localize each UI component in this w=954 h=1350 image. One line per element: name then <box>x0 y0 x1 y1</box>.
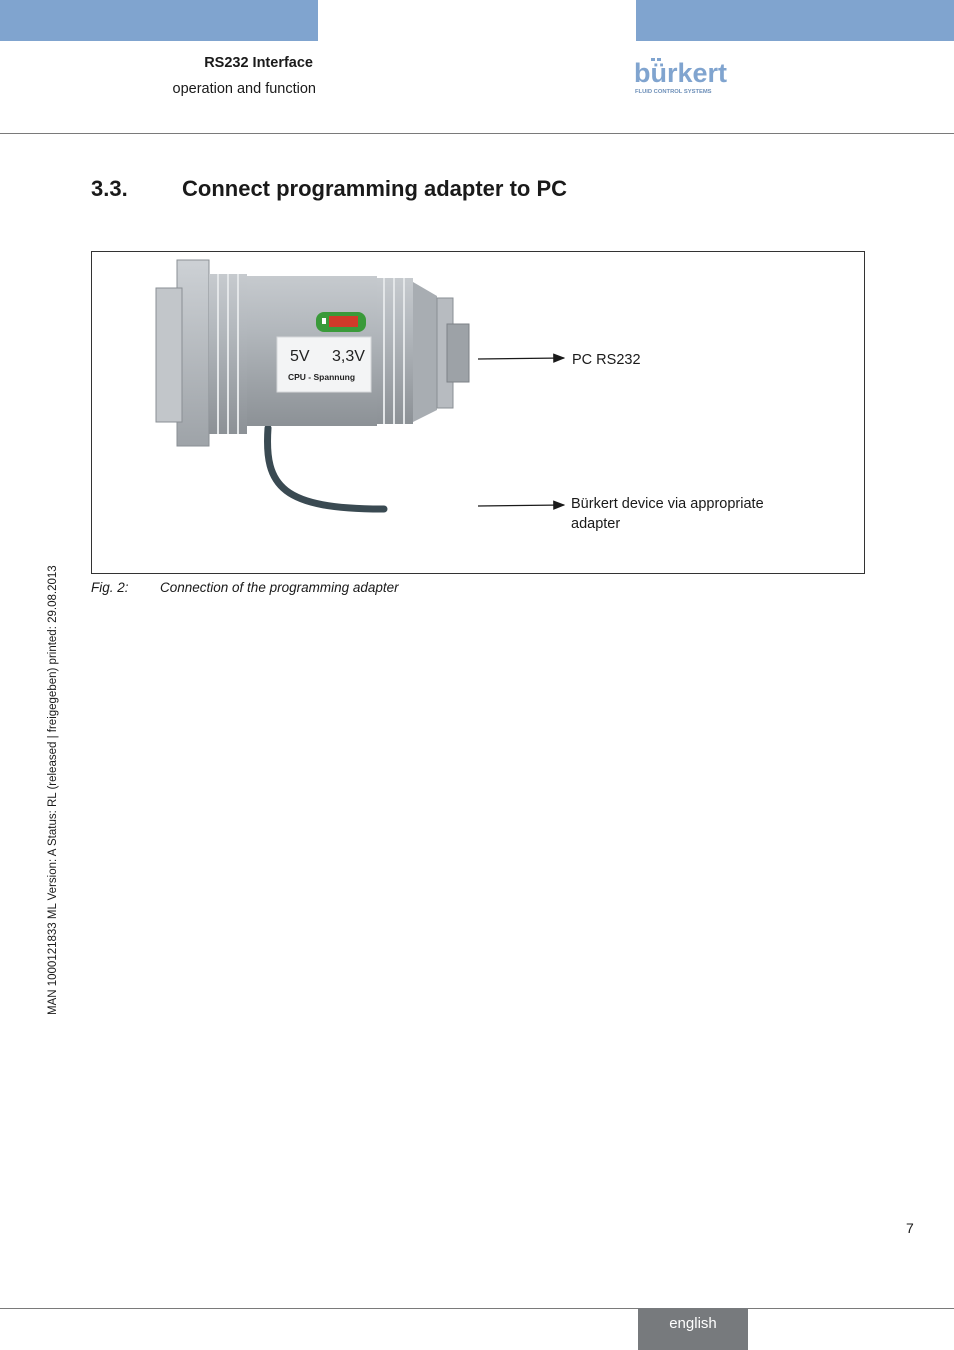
voltage-label-5v: 5V <box>290 348 310 365</box>
language-tab: english <box>638 1308 748 1350</box>
figure-caption-text: Connection of the programming adapter <box>160 580 399 595</box>
figure-frame <box>91 251 865 574</box>
cpu-voltage-label: CPU - Spannung <box>288 372 356 382</box>
header-accent-bar-right <box>636 0 954 41</box>
voltage-label-3v3: 3,3V <box>332 348 365 365</box>
document-subtitle: operation and function <box>172 81 316 97</box>
document-title: RS232 Interface <box>204 55 313 71</box>
device-arrow <box>478 505 564 506</box>
section-heading <box>91 176 567 202</box>
figure-caption <box>91 580 399 595</box>
header-divider <box>0 133 954 134</box>
device-connection-label: Bürkert device via appropriate adapter <box>571 496 764 532</box>
svg-text:FLUID CONTROL SYSTEMS: FLUID CONTROL SYSTEMS <box>635 89 712 95</box>
pc-rs232-label: PC RS232 <box>572 352 641 368</box>
document-metadata-note: MAN 1000121833 ML Version: A Status: RL (released | freigegeben) printed: 29.08.2013 <box>47 565 59 1015</box>
figure-caption-label: Fig. 2: <box>91 580 129 595</box>
header-accent-bar-left <box>0 0 318 41</box>
section-title: Connect programming adapter to PC <box>182 176 568 201</box>
section-number: 3.3. <box>91 176 128 201</box>
burkert-logo <box>634 56 734 96</box>
page-number: 7 <box>906 1220 914 1236</box>
svg-text:bürkert: bürkert <box>634 58 728 88</box>
footer-divider <box>0 1308 954 1309</box>
pc-arrow <box>478 358 564 359</box>
